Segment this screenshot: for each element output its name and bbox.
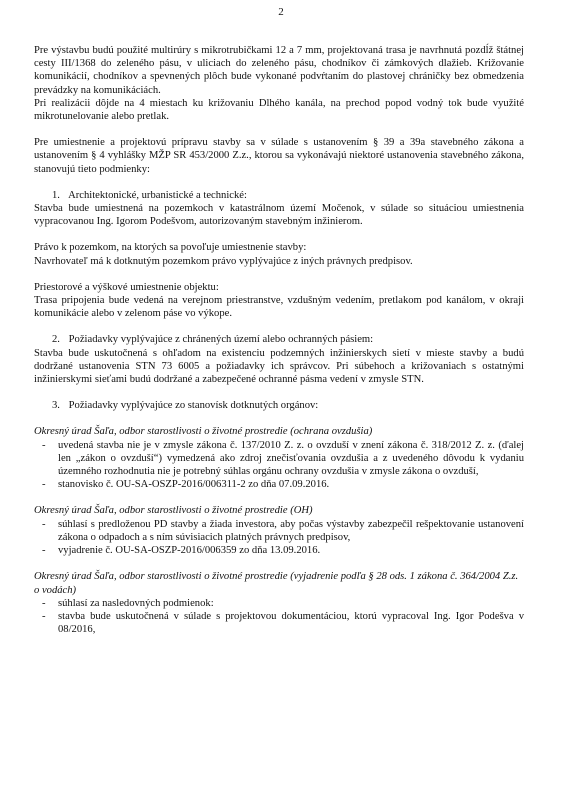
office-water-heading: Okresný úrad Šaľa, odbor starostlivosti o životné prostredie (vyjadrenie podľa § 28 ods. 1 zákona č. 364/2004 Z.z. o vodách) [34, 571, 519, 596]
land-rights-heading: Právo k pozemkom, na ktorých sa povoľuje umiestnenie stavby: [34, 242, 307, 254]
list-item: - súhlasí s predloženou PD stavby a žiada investora, aby počas výstavby zabezpečil rešpektovanie ustanovení zákona o odpadoch a s ním súvisiacich platných právnych predpisov, [34, 518, 524, 544]
list-item: - stanovisko č. OU-SA-OSZP-2016/006311-2 zo dňa 07.09.2016. [34, 478, 524, 491]
section-3-number: 3. [52, 400, 60, 412]
section-1-text: Stavba bude umiestnená na pozemkoch v katastrálnom území Močenok, v súlade so situáciou umiestnenia vypracovanou Ing. Igorom Podešvom, autorizovaným stavebným inžinierom. [34, 203, 524, 228]
spatial-placement-heading: Priestorové a výškové umiestnenie objektu: [34, 281, 219, 293]
section-2-title: Požiadavky vyplývajúce z chránených území alebo ochranných pásiem: [68, 334, 374, 346]
document-body [34, 44, 524, 636]
section-1-number: 1. [52, 189, 60, 201]
paragraph-materials: Pre výstavbu budú použité multirúry s mikrotrubičkami 12 a 7 mm, projektovaná trasa je navrhnutá pozdĺž štátnej cesty III/1368 do zeleného pásu, v uliciach do zeleného pásu, chodníkov či zámkových dlažieb. Križovanie komunikácií, chodníkov a spevnených plôch bude vykonané podvŕtaním do plastovej chráničky bez obmedzenia prevádzky na komunikáciách. [34, 45, 524, 96]
section-2-number: 2. [52, 334, 60, 346]
spatial-placement-text: Trasa pripojenia bude vedená na verejnom priestranstve, vzdušným vedením, pretlakom pod kanálom, v okraji komunikácie alebo v zelenom páse vo výkope. [34, 295, 524, 320]
section-3-title: Požiadavky vyplývajúce zo stanovísk dotknutých orgánov: [68, 400, 319, 412]
list-item: - vyjadrenie č. OU-SA-OSZP-2016/006359 zo dňa 13.09.2016. [34, 544, 524, 557]
office-waste-list [34, 518, 524, 558]
paragraph-conditions-intro: Pre umiestnenie a projektovú prípravu stavby sa v súlade s ustanovením § 39 a 39a stavebného zákona a ustanovením § 4 vyhlášky MŽP SR 453/2000 Z.z., ktorou sa vykonávajú niektoré ustanovenia stavebného zákona, stanovujú tieto podmienky: [34, 137, 524, 175]
section-1-title: Architektonické, urbanistické a technické: [68, 189, 247, 201]
list-item: - súhlasí za nasledovných podmienok: [34, 597, 524, 610]
paragraph-canal-crossing: Pri realizácii dôjde na 4 miestach ku križovaniu Dlhého kanála, na prechod popod vodný tok bude využité mikrotunelovanie alebo pretlak. [34, 97, 524, 123]
office-air-protection-heading: Okresný úrad Šaľa, odbor starostlivosti o životné prostredie (ochrana ovzdušia) [34, 426, 373, 438]
list-item: - stavba bude uskutočnená v súlade s projektovou dokumentáciou, ktorú vypracoval Ing. Igor Podešva v 08/2016, [34, 610, 524, 636]
land-rights-text: Navrhovateľ má k dotknutým pozemkom právo vyplývajúce z iných právnych predpisov. [34, 255, 413, 267]
list-item: - uvedená stavba nie je v zmysle zákona č. 137/2010 Z. z. o ovzduší v znení zákona č. 318/2012 Z. z. (ďalej len „zákon o ovzduší“) vymedzená ako zdroj znečisťovania ovzdušia a z uvedeného dôvodu k vydaniu územného rozhodnutia nie je potrebný súhlas orgánu ochrany ovzdušia v zmysle zákona o ovzduší, [34, 439, 524, 479]
page-number: 2 [278, 6, 284, 18]
office-air-protection-list [34, 439, 524, 492]
section-2-text: Stavba bude uskutočnená s ohľadom na existenciu podzemných inžinierskych sietí v mieste stavby a budú dodržané ustanovenia STN 73 6005 a požiadavky ich správcov. Pri súbehoch a križovaniach s ostatnými inžinierskymi sieťami budú dodržané a zabezpečené ochranné pásma vedení v zmysle STN. [34, 347, 524, 386]
section-3-heading [34, 399, 524, 412]
section-1-heading [34, 189, 524, 202]
office-water-list [34, 597, 524, 637]
office-waste-heading: Okresný úrad Šaľa, odbor starostlivosti o životné prostredie (OH) [34, 505, 313, 517]
section-2-heading [34, 333, 524, 346]
